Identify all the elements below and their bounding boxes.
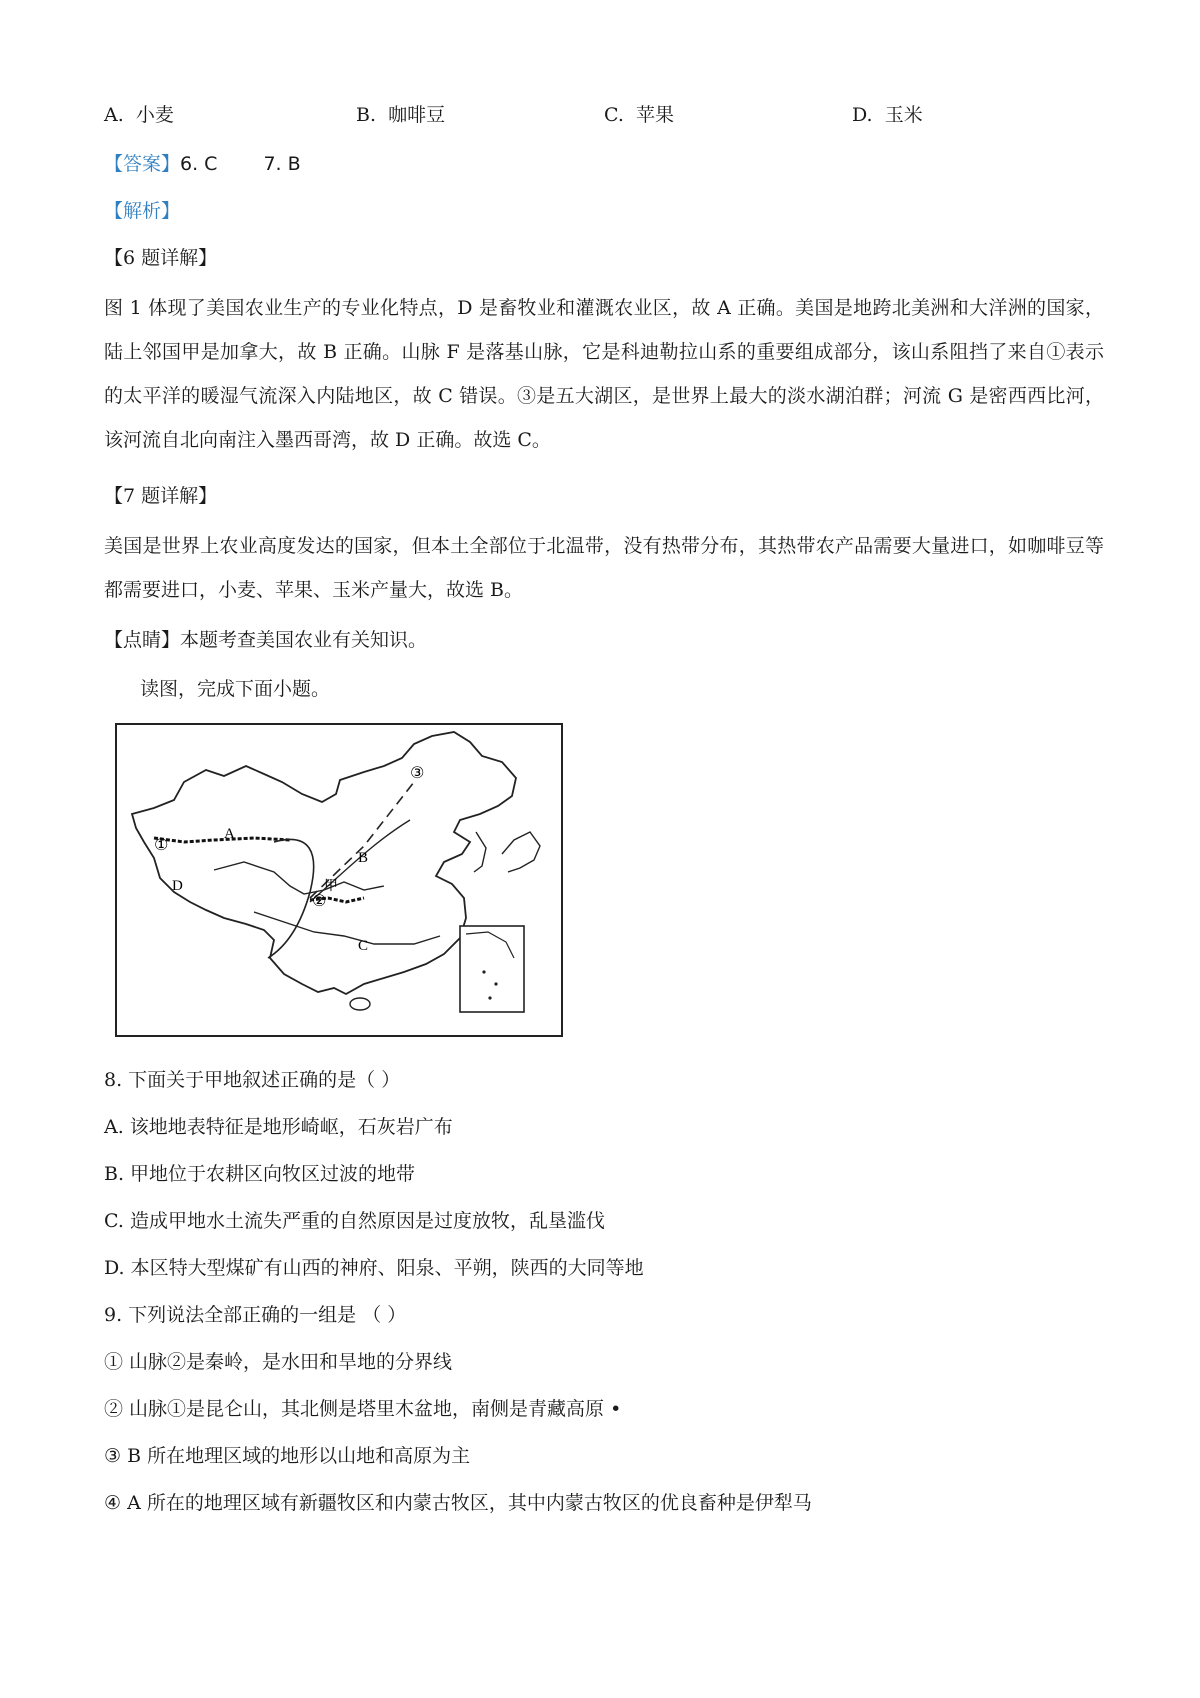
comment: 【点睛】本题考查美国农业有关知识。 xyxy=(104,629,428,651)
option-c: C. 苹果 xyxy=(604,104,675,126)
map-label-circle-3: ③ xyxy=(410,763,425,782)
q7-detail-heading: 【7 题详解】 xyxy=(104,485,218,507)
option-b: B. 咖啡豆 xyxy=(356,104,446,126)
answer-7: 7. B xyxy=(263,153,301,175)
q7-detail-text: 美国是世界上农业高度发达的国家，但本土全部位于北温带，没有热带分布，其热带农产品需要大量进口，如咖啡豆等都需要进口，小麦、苹果、玉米产量大，故选 B。 xyxy=(104,535,1104,601)
answer-line xyxy=(104,152,301,176)
q9-statement-4: ④ A 所在的地理区域有新疆牧区和内蒙古牧区，其中内蒙古牧区的优良畜种是伊犁马 xyxy=(104,1492,812,1514)
map-label-a: A xyxy=(224,826,235,842)
q8-option-d: D. 本区特大型煤矿有山西的神府、阳泉、平朔，陕西的大同等地 xyxy=(104,1257,644,1279)
map-label-circle-2: ② xyxy=(312,891,327,910)
q9-statement-3: ③ B 所在地理区域的地形以山地和高原为主 xyxy=(104,1445,471,1467)
instruction: 读图，完成下面小题。 xyxy=(140,678,331,700)
analysis-label: 【解析】 xyxy=(104,200,181,222)
q8-option-a: A. 该地地表特征是地形崎岖，石灰岩广布 xyxy=(104,1116,453,1138)
china-map-figure xyxy=(114,722,564,1038)
map-label-c: C xyxy=(358,938,369,954)
map-label-b: B xyxy=(358,850,369,866)
map-label-jia: 甲 xyxy=(324,878,338,894)
q6-detail-heading: 【6 题详解】 xyxy=(104,247,218,269)
q9-statement-1: ① 山脉②是秦岭，是水田和旱地的分界线 xyxy=(104,1351,453,1373)
map-label-d: D xyxy=(172,878,183,894)
q8-stem: 8. 下面关于甲地叙述正确的是（ ） xyxy=(104,1069,401,1091)
inset-box xyxy=(460,926,524,1012)
q9-stem: 9. 下列说法全部正确的一组是 （ ） xyxy=(104,1304,407,1326)
answer-6: 6. C xyxy=(180,153,218,175)
q6-detail-text: 图 1 体现了美国农业生产的专业化特点，D 是畜牧业和灌溉农业区，故 A 正确。美国是地跨北美洲和大洋洲的国家，陆上邻国甲是加拿大，故 B 正确。山脉 F 是落基山脉，它是科迪勒拉山系的重要组成部分，该山系阻挡了来自①表示的太平洋的暖湿气流深入内陆地区，故 C 错误。③是五大湖区，是世界上最大的淡水湖泊群；河流 G 是密西西比河，该河流自北向南注入墨西哥湾，故 D 正确。故选 C。 xyxy=(104,297,1104,451)
option-a: A. 小麦 xyxy=(104,104,174,126)
option-d: D. 玉米 xyxy=(852,104,923,126)
answer-label: 【答案】 xyxy=(104,153,181,175)
q9-statement-2: ② 山脉①是昆仑山，其北侧是塔里木盆地，南侧是青藏高原 • xyxy=(104,1398,622,1420)
q8-option-c: C. 造成甲地水土流失严重的自然原因是过度放牧，乱垦滥伐 xyxy=(104,1210,605,1232)
q8-option-b: B. 甲地位于农耕区向牧区过波的地带 xyxy=(104,1163,416,1185)
map-label-circle-1: ① xyxy=(154,835,169,854)
